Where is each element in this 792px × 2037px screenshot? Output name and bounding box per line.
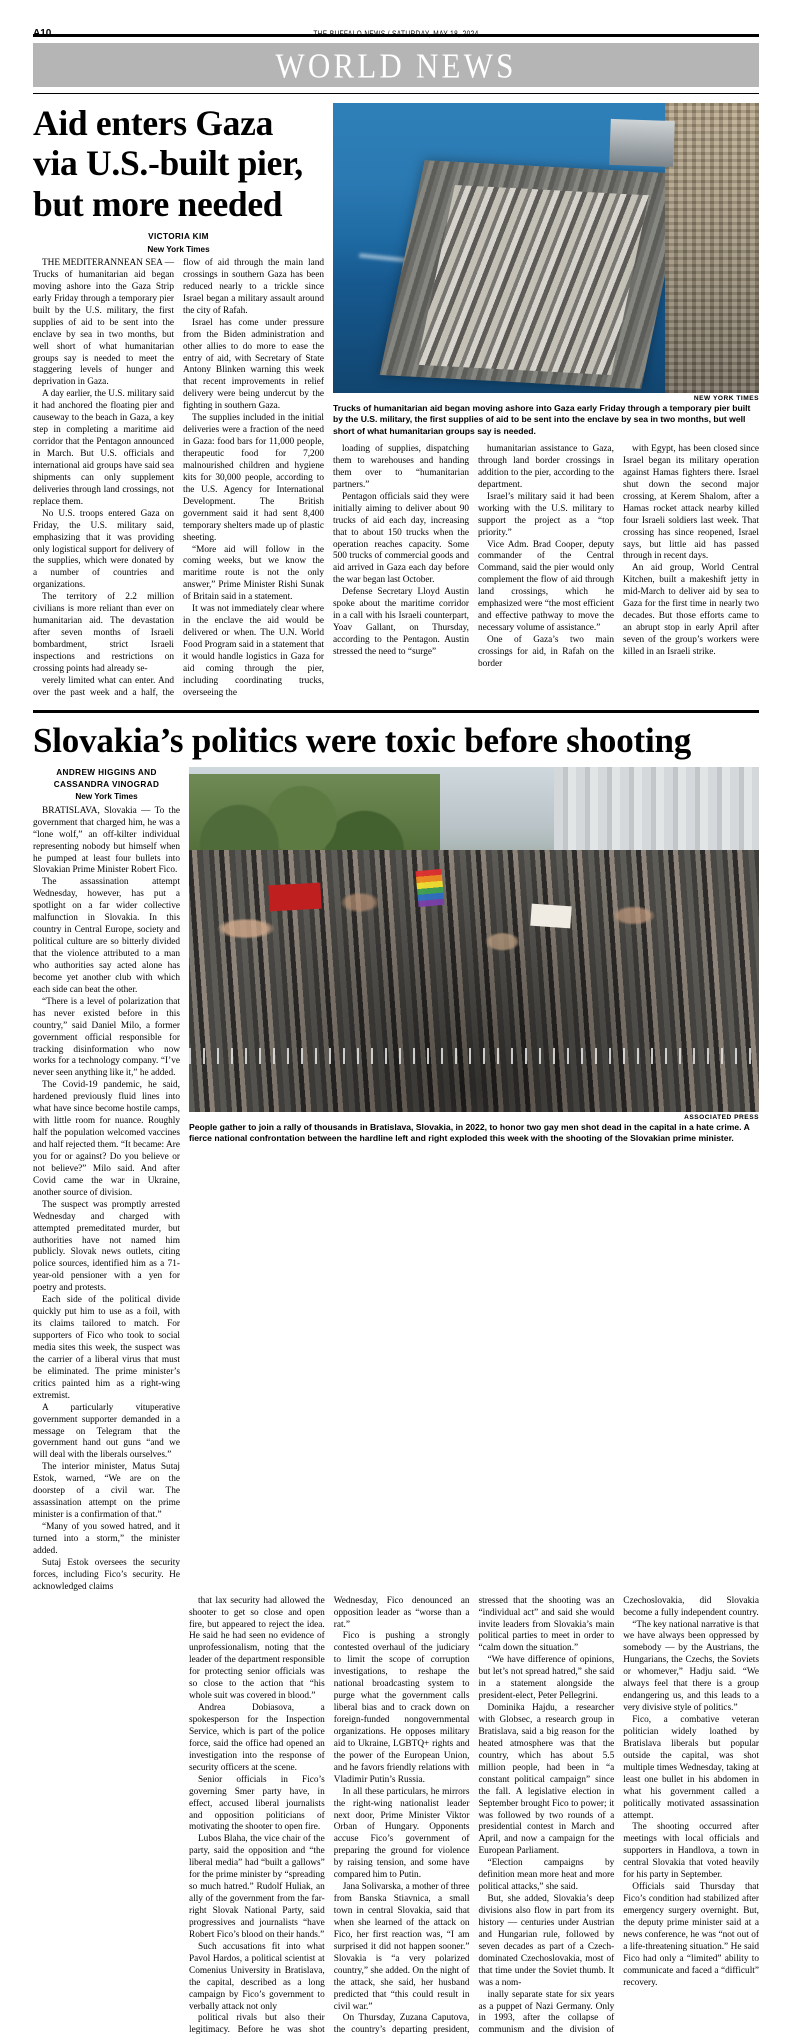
photo-red-banner bbox=[268, 883, 321, 912]
paragraph: Jana Solivarska, a mother of three from Banska Stiavnica, a small town in central Slovakia, said that when she learned of the attack on Fico, her first reaction was, “I am surprised it did not happen sooner.” Slovakia is “a very polarized country,” she added. On the night of the attack, she said, her husband predicted that “this could result in civil war.” bbox=[333, 1882, 470, 2012]
paragraph: A particularly vituperative government supporter demanded in a message on Telegram that the government hand out guns “and we will deal with the liberals ourselves.” bbox=[33, 1402, 180, 1461]
paragraph: Each side of the political divide quickly put him to use as a foil, with its claims tailored to match. For supporters of Fico who took to social media sites this week, the suspect was the carrier of a liberal virus that must be eliminated. The prime minister’s critics painted him as a right-wing extremist. bbox=[33, 1295, 180, 1401]
paragraph: On Thursday, Zuzana Caputova, the country’s departing president, stressed that the shooting was an “individual act” and said she would invite leaders from Slovakia’s main political parties to meet in order to “calm down the situation.” bbox=[333, 1595, 615, 2036]
paragraph: A day earlier, the U.S. military said it had anchored the floating pier and causeway to the beach in Gaza, a key step in completing a maritime aid corridor that the Pentagon announced in March. But U.S. officials and international aid groups have said sea shipments can only supplement deliveries through land crossings, not replace them. bbox=[33, 389, 174, 507]
paragraph: “We have difference of opinions, but let’s not spread hatred,” she said in a statement alongside the president-elect, Peter Pellegrini. bbox=[478, 1655, 615, 1702]
paragraph: “Many of you sowed hatred, and it turned into a storm,” the minister added. bbox=[33, 1522, 180, 1556]
article2-headline: Slovakia’s politics were toxic before shooting bbox=[33, 720, 692, 760]
paragraph: Pentagon officials said they were initially aiming to deliver about 90 trucks of aid each day, increasing that to about 150 trucks when the operation reaches capacity. Some 500 trucks of commercial goods and aid arrived in Gaza each day before the war began last October. bbox=[333, 491, 469, 586]
article2-photo-column bbox=[189, 767, 759, 1594]
article2-first-column bbox=[33, 767, 180, 1594]
photo-shoreline bbox=[665, 103, 759, 393]
paragraph: Dominika Hajdu, a researcher with Globsec, a research group in Bratislava, said a big reason for the heated atmosphere was that the country, which has about 5.5 million people, had been in “a constant political campaign” since the fall. A legislative election in September brought Fico to power; it was followed by two rounds of a presidential contest in March and April, and now a campaign for the European Parliament. bbox=[478, 1703, 615, 1857]
paragraph: The supplies included in the initial deliveries were a fraction of the need in Gaza: food bars for 11,000 people, therapeutic food for 7,200 malnourished children and hygiene kits for 30,000 people, according to the U.S. Agency for International Development. The British government said it had sent 8,400 temporary shelters made up of plastic sheeting. bbox=[183, 413, 324, 543]
article1-left-column bbox=[33, 103, 324, 700]
paragraph: No U.S. troops entered Gaza on Friday, the U.S. military said, emphasizing that it was providing only logistical support for delivery of the supplies, which were donated by a number of countries and organizations. bbox=[33, 508, 174, 591]
article2-photo-credit: ASSOCIATED PRESS bbox=[684, 1113, 759, 1121]
paragraph: political rivals but also their legitimacy. Before he was shot Wednesday, Fico denounced an opposition leader as “worse than a rat.” bbox=[189, 1595, 470, 2036]
article1-top-body bbox=[33, 258, 324, 700]
paragraph: “There is a level of polarization that has never existed before in this country,” said Daniel Milo, a former government official responsible for tracking disinformation who now works for a technology company. “I’ve never seen anything like it,” he added. bbox=[33, 996, 180, 1079]
photo-rainbow-flag bbox=[415, 869, 444, 907]
paragraph: Fico is pushing a strongly contested overhaul of the judiciary to limit the scope of corruption investigations, to reshape the national broadcasting system to purge what the government calls liberal bias and to crack down on foreign-funded nongovernmental organizations. He opposes military aid to Ukraine, LGBTQ+ rights and the power of the European Union, and he favors friendly relations with Vladimir Putin’s Russia. bbox=[333, 1631, 470, 1785]
paragraph: Fico, a combative veteran politician widely loathed by Bratislava liberals but popular outside the capital, was shot multiple times Wednesday, taking at least one bullet in his abdomen in what his government called a politically motivated assassination attempt. bbox=[623, 1715, 759, 1821]
paragraph: The suspect was promptly arrested Wednesday and charged with attempted premeditated murder, but authorities have not named him publicly. Slovak news outlets, citing police sources, identified him as a 71-year-old pensioner with a yen for poetry and protests. bbox=[33, 1199, 180, 1294]
paragraph: Israel has come under pressure from the Biden administration and other allies to do more to ease the entry of aid, with Secretary of State Antony Blinken warning this week that recent improvements in relief delivery were being undercut by the fighting in southern Gaza. bbox=[183, 317, 324, 412]
article2-photo-caption: People gather to join a rally of thousands in Bratislava, Slovakia, in 2022, to honor two gay men shot dead in the capital in a hate crime. A fierce national confrontation between the hardline left and right exploded this week with the shooting of the Slovakian prime minister. bbox=[189, 1121, 750, 1144]
article-aid-gaza bbox=[33, 103, 759, 700]
photo-barrier bbox=[189, 1048, 759, 1064]
photo-truck-convoy bbox=[417, 185, 649, 375]
article2-lower-body bbox=[189, 1596, 759, 2037]
article1-right-column bbox=[333, 103, 759, 700]
paragraph: It was not immediately clear where in the enclave the aid would be delivered or when. The U.N. World Food Program said in a statement that it would handle logistics in Gaza for aid coming through the pier, including coordinating trucks, overseeing the bbox=[183, 604, 324, 698]
paragraph: “The key national narrative is that we have always been oppressed by somebody — by the Austrians, the Hungarians, the Czechs, the Soviets or whomever,” Hadju said. “We always feel that there is a group endangering us, and this leads to a very divisive style of politics.” bbox=[623, 1619, 759, 1714]
paragraph: An aid group, World Central Kitchen, built a makeshift jetty in mid-March to deliver aid by sea to Gaza for the first time in nearly two decades. But those efforts came to an abrupt stop in early April after seven of the group’s workers were killed in an Israeli strike. bbox=[623, 563, 759, 657]
paragraph: loading of supplies, dispatching them to warehouses and handing them over to “humanitarian partners.” bbox=[333, 444, 469, 490]
article1-lower-body bbox=[333, 444, 759, 671]
article2-photo bbox=[189, 767, 759, 1112]
paragraph: Defense Secretary Lloyd Austin spoke about the maritime corridor in a call with his Israeli counterpart, Yoav Gallant, on Thursday, according to the Pentagon. Austin stressed the need to “surge” bbox=[333, 587, 469, 657]
article-divider-rule bbox=[33, 710, 759, 713]
article1-byline: VICTORIA KIM bbox=[148, 232, 209, 242]
section-banner bbox=[33, 43, 759, 87]
paragraph: with Egypt, has been closed since Israel began its military operation against Hamas fighters there. Israel shut down the second major crossing, at Kerem Shalom, after a Hamas rocket attack nearby killed four Israeli soldiers last week. That crossing has since reopened, Israel says, but little aid has passed through in recent days. bbox=[623, 444, 759, 562]
photo-ship bbox=[609, 119, 674, 168]
paragraph: But, she added, Slovakia’s deep divisions also flow in part from its history — centuries under Austrian and Hungarian rule, followed by seven decades as part of a Czech-dominated Czechoslovakia, most of that time under the Soviet thumb. It was a nom- bbox=[478, 1894, 615, 1988]
masthead-slug: THE BUFFALO NEWS / SATURDAY, MAY 18, 2024 bbox=[313, 30, 479, 39]
section-title: WORLD NEWS bbox=[275, 45, 517, 85]
paragraph: BRATISLAVA, Slovakia — To the government that charged him, he was a “lone wolf,” an off-kilter individual representing nobody but himself when he pumped at least four bullets into Slovakian Prime Minister Robert Fico. bbox=[33, 805, 180, 876]
paragraph: Lubos Blaha, the vice chair of the party, said the opposition and “the liberal media” had “built a gallows” for the prime minister by “spreading so much hatred.” Rudolf Huliak, an ally of the government from the far-right Slovak National Party, said progressives and journalists “have Robert Fico’s blood on their hands.” bbox=[189, 1834, 325, 1940]
paragraph: THE MEDITERANNEAN SEA — Trucks of humanitarian aid began moving ashore into the Gaza Strip early Friday through a temporary pier built by the U.S. military, the first supplies of aid to be sent into the enclave by sea in two months, but well short of what humanitarian groups say is needed to meet the staggering levels of hunger and deprivation in Gaza. bbox=[33, 258, 174, 388]
masthead bbox=[33, 0, 759, 39]
paragraph: Vice Adm. Brad Cooper, deputy commander of the Central Command, said the pier would only complement the flow of aid through land crossings, which he emphasized were “the most efficient and effective pathway to move the necessary volume of assistance.” bbox=[478, 539, 614, 634]
paragraph: The Covid-19 pandemic, he said, hardened previously fluid lines into what have since become hostile camps, with little room for nuance. Roughly half the population welcomed vaccines and half rejected them. “It became: Are you for or against? Do you believe or not believe?” Milo said. And after Covid came the war in Ukraine, another source of division. bbox=[33, 1080, 180, 1198]
paragraph: that lax security had allowed the shooter to get so close and open fire, but appeared to reject the idea. He said he had seen no evidence of unprofessionalism, noting that the leader of the department responsible for protecting senior officials was so close to the action that “his whole suit was covered in blood.” bbox=[189, 1595, 325, 1702]
paragraph: verely limited what can enter. And over the past week and a half, the flow of aid through the main land crossings in southern Gaza has been reduced nearly to a trickle since Israel began a military assault around the city of Rafah. bbox=[33, 258, 324, 698]
paragraph: Such accusations fit into what Pavol Hardos, a political scientist at Comenius University in Bratislava, the capital, described as a long campaign by Fico’s government to verbally attack not only bbox=[189, 1941, 325, 2012]
paragraph: In all these particulars, he mirrors the right-wing nationalist leader next door, Prime Minister Viktor Orban of Hungary. Opponents accuse Fico’s government of preparing the ground for violence by raising tension, and some have compared him to Putin. bbox=[333, 1786, 470, 1881]
paragraph: The shooting occurred after meetings with local officials and supporters in Handlova, a town in central Slovakia that voted heavily for his party in September. bbox=[623, 1822, 759, 1881]
paragraph: Sutaj Estok oversees the security forces, including Fico’s security. He acknowledged claims bbox=[33, 1557, 180, 1592]
article1-photo bbox=[333, 103, 759, 393]
paragraph: humanitarian assistance to Gaza, through land border crossings in addition to the pier, according to the department. bbox=[478, 444, 614, 490]
article2-col1-body bbox=[33, 806, 180, 1594]
article2-bottom-row bbox=[33, 1596, 759, 2037]
paragraph: The assassination attempt Wednesday, however, has put a spotlight on a far wider collective malfunction in Slovakia. In this country in Central Europe, society and political culture are so bitterly divided that the violence attributed to a man who authorities say acted alone has become yet another club with which each side can beat the other. bbox=[33, 877, 180, 995]
article1-headline: Aid enters Gaza via U.S.-built pier, but more needed bbox=[33, 103, 303, 224]
paragraph: One of Gaza’s two main crossings for aid, in Rafah on the border bbox=[478, 635, 614, 669]
article1-byline-org: New York Times bbox=[147, 244, 210, 254]
paragraph: Officials said Thursday that Fico’s condition had stabilized after emergency surgery overnight. But, the deputy prime minister said at a news conference, he was “not out of a life-threatening situation.” He said Fico had only a “limited” ability to communicate and faced a “difficult” recovery. bbox=[623, 1882, 759, 1988]
article2-byline-org: New York Times bbox=[75, 792, 138, 802]
paragraph: The interior minister, Matus Sutaj Estok, warned, “We are on the doorstep of a civil war. The assassination attempt on the prime minister is a confirmation of that.” bbox=[33, 1462, 180, 1521]
article1-photo-caption: Trucks of humanitarian aid began moving ashore into Gaza early Friday through a temporary pier built by the U.S. military, the first supplies of aid to be sent into the enclave by sea in two months, but well short of what humanitarian groups say is needed. bbox=[333, 403, 751, 436]
article-slovakia-politics bbox=[33, 722, 759, 2037]
paragraph: “Election campaigns by definition mean more heat and more political attacks,” she said. bbox=[478, 1858, 615, 1893]
paragraph: “More aid will follow in the coming weeks, but we know the maritime route is not the only answer,” Prime Minister Rishi Sunak of Britain said in a statement. bbox=[183, 544, 324, 603]
article1-photo-credit: NEW YORK TIMES bbox=[693, 395, 759, 402]
paragraph: Israel’s military said it had been working with the U.S. military to support the project as a “top priority.” bbox=[478, 491, 614, 538]
photo-protest-sign bbox=[530, 903, 571, 928]
paragraph: inally separate state for six years as a puppet of Nazi Germany. Only in 1993, after the collapse of communism and the division of Czechoslovakia, did Slovakia become a fully independent country. bbox=[478, 1595, 759, 2036]
paragraph: The territory of 2.2 million civilians is more reliant than ever on humanitarian aid. The devastation after seven months of Israeli bombardment, strict Israeli inspections and restrictions on crossing points had already se- bbox=[33, 592, 174, 674]
article2-byline-1: ANDREW HIGGINS AND bbox=[56, 767, 157, 777]
article2-byline-2: CASSANDRA VINOGRAD bbox=[53, 780, 160, 790]
paragraph: Andrea Dobiasova, a spokesperson for the Inspection Service, which is part of the police force, said the office had opened an investigation into the response of security officers at the scene. bbox=[189, 1703, 325, 1773]
page-folio: A10 bbox=[33, 28, 52, 39]
article2-top-row bbox=[33, 767, 759, 1594]
section-rule bbox=[33, 93, 759, 94]
paragraph: Senior officials in Fico’s governing Smer party have, in effect, accused liberal journalists and opposition politicians of motivating the shooter to open fire. bbox=[189, 1774, 325, 1833]
